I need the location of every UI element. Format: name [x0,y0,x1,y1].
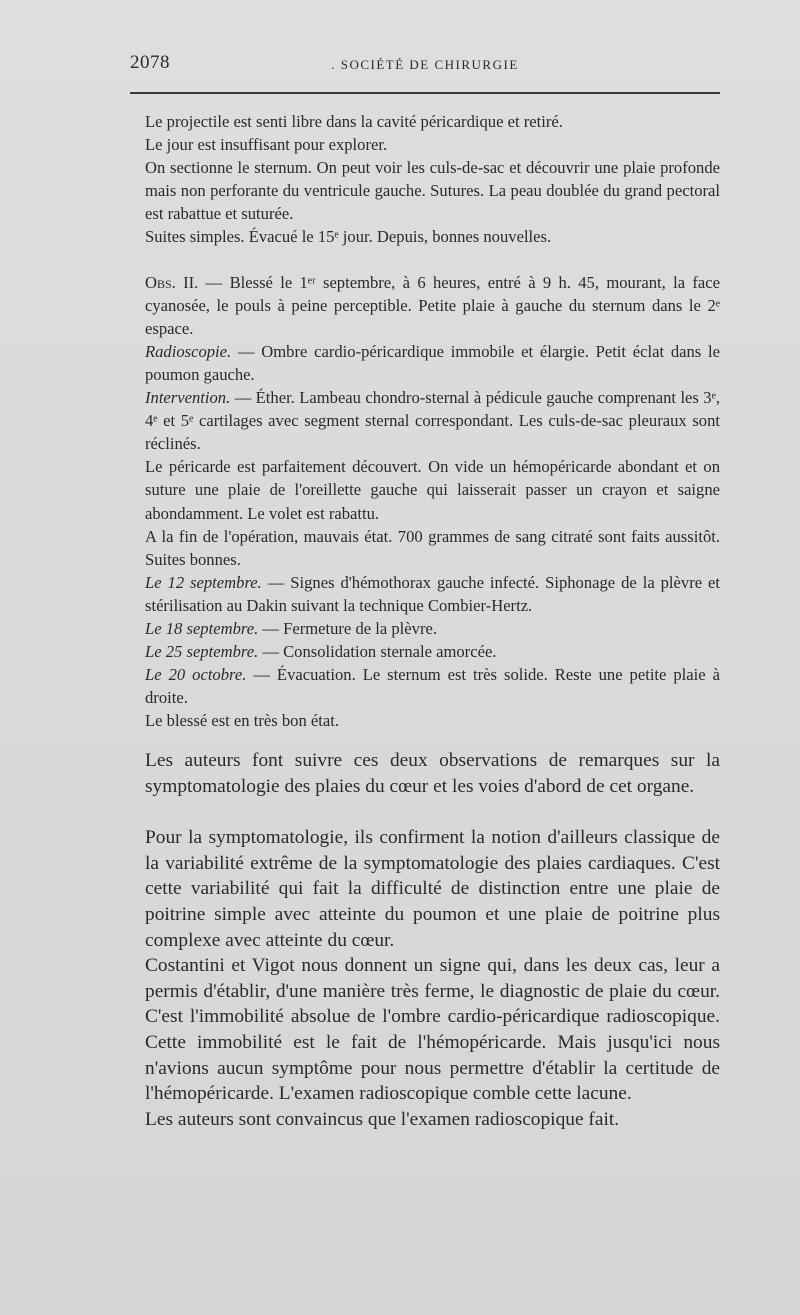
day-18-label: Le 18 septembre. [145,618,259,638]
spacer [145,799,720,825]
day-18-text: — Fermeture de la plèvre. [258,618,437,638]
day-20-label: Le 20 octobre. [145,665,247,685]
day-12-label: Le 12 septembre. [145,572,262,592]
body-paragraph: Costantini et Vigot nous donnent un signe qui, dans les deux cas, leur a permis d'établir, d'une manière très ferme, le diagnostic de plaie du cœur. C'est l'immobilité absolue de l'ombre cardio-péricardique radioscopique. Cette immobilité est le fait de l'hémopéricarde. Mais jusqu'ici nous n'avions aucun symptôme pour nous permettre d'établir la certitude de l'hémopéricarde. L'examen radioscopique comble cette lacune. [145,955,720,1105]
obs2-intro-text: — Blessé le 1ᵉʳ septembre, à 6 heures, entré à 9 h. 45, mourant, la face cyanosée, le pouls à peine perceptible. Petite plaie à gauche du sternum dans le 2ᵉ espace. [145,272,721,338]
obs2-label: Obs. II. [145,272,199,292]
obs2-intro [145,271,720,340]
obs2-intervention [145,386,720,455]
day-20-text: — Évacuation. Le sternum est très solide. Reste une petite plaie à droite. [145,665,720,708]
obs2-day-18 [145,617,720,640]
obs1-line: Suites simples. Évacué le 15ᵉ jour. Depuis, bonnes nouvelles. [145,227,552,247]
day-25-label: Le 25 septembre. [145,642,259,662]
obs2-etat: Le blessé est en très bon état. [145,711,339,731]
intervention-label: Intervention. [145,388,231,408]
discussion-section [145,748,720,1132]
body-paragraph: Les auteurs sont convaincus que l'examen radioscopique fait. [145,1108,620,1130]
obs1-line: Le jour est insuffisant pour explorer. [145,135,388,155]
obs2-fin: A la fin de l'opération, mauvais état. 700 grammes de sang citraté sont faits aussitôt. Suites bonnes. [145,526,720,569]
spacer [145,249,720,271]
page-number: 2078 [130,52,170,73]
obs2-pericarde: Le péricarde est parfaitement découvert. On vide un hémopéricarde abondant et on suture une plaie de l'oreillette gauche qui laisserait passer un crayon et saigne abondamment. Le volet est rabattu. [145,457,720,523]
body-paragraph: Les auteurs font suivre ces deux observations de remarques sur la symptomatologie des plaies du cœur et les voies d'abord de cet organe. [145,750,720,797]
obs2-day-25 [145,640,720,663]
obs2-radioscopie [145,340,720,386]
observations-section [145,110,720,732]
day-25-text: — Consolidation sternale amorcée. [258,642,497,662]
radioscopie-label: Radioscopie. [145,341,232,361]
running-head: . SOCIÉTÉ DE CHIRURGIE [331,57,519,72]
radioscopie-text: — Ombre cardio-péricardique immobile et élargie. Petit éclat dans le poumon gauche. [145,341,720,384]
obs2-day-12 [145,571,720,617]
day-12-text: — Signes d'hémothorax gauche infecté. Siphonage de la plèvre et stérilisation au Dakin suivant la technique Combier-Hertz. [145,572,721,615]
obs1-line: On sectionne le sternum. On peut voir les culs-de-sac et découvrir une plaie profonde mais non perforante du ventricule gauche. Sutures. La peau doublée du grand pectoral est rabattue et suturée. [145,158,720,224]
obs1-line: Le projectile est senti libre dans la cavité péricardique et retiré. [145,112,563,131]
body-paragraph: Pour la symptomatologie, ils confirment la notion d'ailleurs classique de la variabilité extrême de la symptomatologie des plaies cardiaques. C'est cette variabilité qui fait la difficulté de distinction entre une plaie de poitrine simple avec atteinte du poumon et une plaie de poitrine plus complexe avec atteinte du cœur. [145,827,720,951]
obs2-day-20-oct [145,663,720,709]
page-header [130,52,720,80]
intervention-text: — Éther. Lambeau chondro-sternal à pédicule gauche comprenant les 3ᵉ, 4ᵉ et 5ᵉ cartilages avec segment sternal correspondant. Les culs-de-sac pleuraux sont réclinés. [145,388,720,454]
header-rule [130,92,720,94]
